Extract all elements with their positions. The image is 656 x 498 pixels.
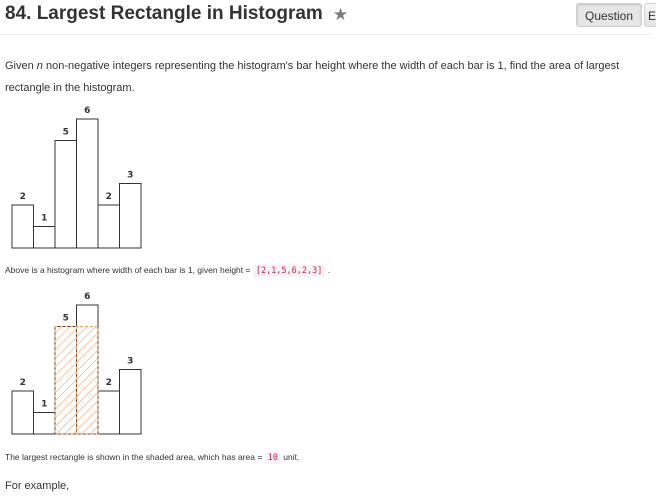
histogram-figure: [0, 100, 650, 252]
bar-value-label: 6: [84, 292, 91, 302]
caption-text: Above is a histogram where width of each bar is 1, given height =: [5, 265, 253, 275]
star-icon[interactable]: ★: [332, 4, 349, 24]
desc-prefix: Given: [5, 60, 37, 72]
problem-title: [5, 3, 348, 25]
bar-value-label: 2: [105, 192, 112, 202]
histogram-bar: [120, 370, 142, 435]
histogram-bar: [12, 391, 34, 434]
caption-end: .: [325, 265, 331, 275]
bar-value-label: 1: [41, 213, 48, 224]
bar-value-label: 5: [62, 313, 69, 324]
tab-bar: [576, 3, 656, 27]
height-array-code: [2,1,5,6,2,3]: [253, 265, 326, 277]
bar-value-label: 2: [19, 192, 26, 202]
problem-header: [0, 0, 656, 35]
for-example-text: For example,: [5, 480, 70, 492]
area-value-code: 10: [265, 452, 281, 464]
desc-body: non-negative integers representing the histogram's bar height where the width of each bar is 1, find the area of largest rectangle in the histogram.: [5, 60, 620, 94]
bar-value-label: 3: [127, 170, 134, 181]
bar-value-label: 2: [105, 378, 112, 388]
bar-value-label: 1: [41, 399, 48, 410]
bar-value-label: 5: [62, 127, 69, 138]
tab-partial[interactable]: E: [644, 3, 656, 27]
histogram-bar: [12, 205, 34, 248]
histogram-bar: [55, 141, 77, 249]
bar-value-label: 6: [84, 106, 91, 116]
bar-value-label: 3: [127, 356, 134, 367]
area-caption-end: unit.: [280, 452, 300, 462]
histogram-bar: [120, 184, 142, 249]
histogram-bar: [98, 205, 120, 248]
histogram-bar: [34, 227, 56, 249]
desc-variable-n: n: [36, 60, 43, 72]
problem-description: [5, 55, 645, 99]
problem-title-text: 84. Largest Rectangle in Histogram: [5, 3, 323, 24]
histogram-bar: [34, 413, 56, 435]
bar-value-label: 2: [19, 378, 26, 388]
histogram-caption: [5, 263, 330, 278]
histogram-bar: [98, 391, 120, 434]
histogram-highlight-figure: [0, 286, 650, 438]
histogram-bar: [77, 119, 99, 248]
tab-question[interactable]: Question: [576, 3, 642, 27]
area-caption-text: The largest rectangle is shown in the shaded area, which has area =: [5, 452, 265, 462]
area-caption: [5, 450, 299, 465]
